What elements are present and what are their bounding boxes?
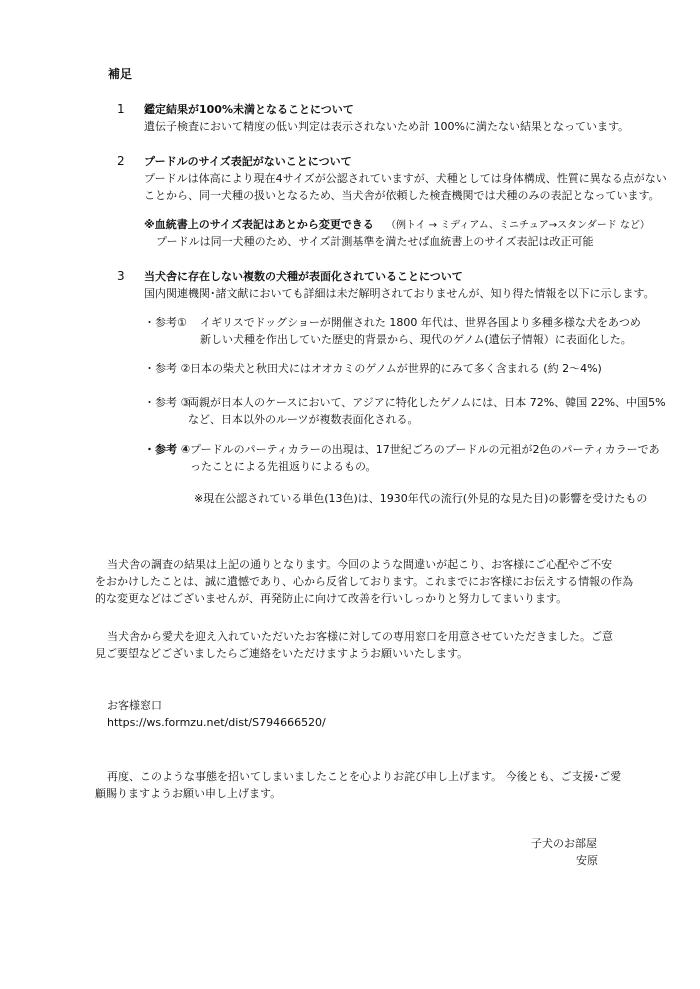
reference-label: ・参考 ④ xyxy=(144,443,191,456)
section-number: 1 xyxy=(117,102,125,116)
paragraph-line: 見ご要望などございましたらご連絡をいただけますようお願いいたします。 xyxy=(95,647,469,660)
paragraph-line: 的な変更などはございませんが、再発防止に向けて改善を行いしっかりと努力してまいります。 xyxy=(95,592,568,605)
color-footnote: ※現在公認されている単色(13色)は、1930年代の流行(外見的な見た目)の影響を受けたもの xyxy=(194,492,648,505)
reference-text-line: イギリスでドッグショーが開催された 1800 年代は、世界各国より多種多様な犬をあつめ xyxy=(200,316,641,329)
reference-text-line: プードルのパーティカラーの出現は、17世紀ごろのプードルの元祖が2色のパーティカラーであ xyxy=(190,443,660,456)
reference-text-line: 日本の柴犬と秋田犬にはオオカミのゲノムが世界的にみて多く含まれる (約 2～4%) xyxy=(190,362,602,375)
size-note-text: プードルは同一犬種のため、サイズ計測基準を満たせば血統書上のサイズ表記は改正可能 xyxy=(156,235,594,248)
paragraph-line: 顧賜りますようお願い申し上げます。 xyxy=(95,787,282,800)
paragraph-line: 再度、このような事態を招いてしまいましたことを心よりお詫び申し上げます。 今後とも、ご支援･ご愛 xyxy=(107,770,622,783)
contact-label: お客様窓口 xyxy=(107,699,162,712)
size-note-example: （例トイ → ミディアム、ミニチュア→スタンダード など） xyxy=(386,220,650,231)
section-text-line: プードルは体高により現在4サイズが公認されていますが、犬種としては身体構成、性質に異なる点がない xyxy=(144,172,667,185)
paragraph-line: 当犬舎の調査の結果は上記の通りとなります。今回のような間違いが起こり、お客様にご心配やご不安 xyxy=(107,558,613,571)
section-title: 当犬舎に存在しない複数の犬種が表面化されていることについて xyxy=(144,270,463,283)
section-number: 2 xyxy=(117,154,125,168)
reference-label: ・参考① xyxy=(144,316,187,329)
reference-label: ・参考 ③ xyxy=(144,396,191,409)
reference-text-line: ったことによる先祖返りによるもの。 xyxy=(190,460,377,473)
section-text-line: 国内関連機関･諸文献においても詳細は未だ解明されておりませんが、知り得た情報を以下に示します。 xyxy=(144,287,655,300)
signature-name: 安原 xyxy=(576,854,598,867)
paragraph-line: をおかけしたことは、誠に遺憾であり、心から反省しております。これまでにお客様にお伝えする情報の作為 xyxy=(95,575,634,588)
section-text-line: 遺伝子検査において精度の低い判定は表示されないため計 100%に満たない結果となっています。 xyxy=(144,120,630,133)
section-text-line: ことから、同一犬種の扱いとなるため、当犬舎が依頼した検査機関では犬種のみの表記となっています。 xyxy=(144,189,660,202)
section-title: プードルのサイズ表記がないことについて xyxy=(144,155,352,168)
reference-label: ・参考 ② xyxy=(144,362,191,375)
signature-org: 子犬のお部屋 xyxy=(531,837,597,850)
paragraph-line: 当犬舎から愛犬を迎え入れていただいたお客様に対しての専用窓口を用意させていただきました。ご意 xyxy=(107,630,613,643)
section-title: 鑑定結果が100%未満となることについて xyxy=(144,103,354,116)
page-heading: 補足 xyxy=(108,67,133,81)
contact-url-link[interactable]: https://ws.formzu.net/dist/S794666520/ xyxy=(107,716,326,729)
reference-text-line: など、日本以外のルーツが複数表面化される。 xyxy=(188,413,419,426)
reference-text-line: 両親が日本人のケースにおいて、アジアに特化したゲノムには、日本 72%、韓国 22%、中国5% xyxy=(188,396,666,409)
section-number: 3 xyxy=(117,269,125,283)
reference-text-line: 新しい犬種を作出していた歴史的背景から、現代のゲノム(遺伝子情報）に表面化した。 xyxy=(200,333,632,346)
size-note-title: ※血統書上のサイズ表記はあとから変更できる xyxy=(144,218,374,231)
